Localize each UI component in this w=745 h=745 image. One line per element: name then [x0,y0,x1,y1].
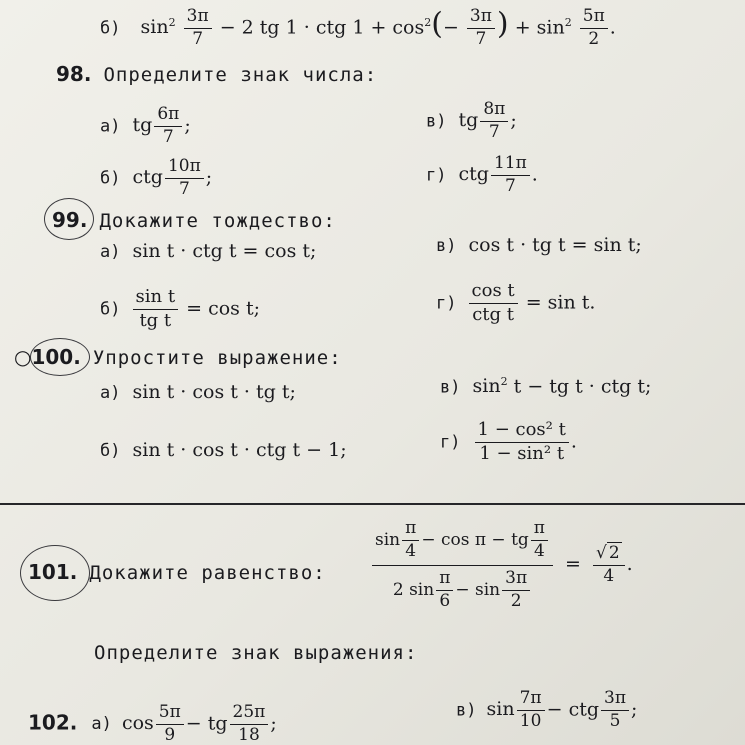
end-punct: . [609,16,616,39]
fraction [580,8,608,49]
task-99-heading [52,210,336,231]
expression: sin t · cos t · ctg t − 1; [132,439,347,461]
numerator: 3π [184,8,212,29]
denominator: 4 [533,540,545,561]
task-title: Докажите равенство: [89,562,326,584]
end-punct: ; [270,712,277,735]
expression: sin [472,375,501,398]
expression: − sin [455,579,501,600]
task-number: 101. [28,560,78,584]
task-100-a [100,383,296,402]
task-101-equation [370,520,633,610]
item-label: б) [100,299,121,320]
task-102-a [28,704,277,745]
expr-part: − 2 tg 1 · ctg 1 + cos [219,16,425,39]
fraction [491,155,530,196]
fraction [502,567,530,611]
numerator: 1 − cos² t [475,421,569,443]
function-name: sin [486,698,515,721]
item-label: г) [436,293,457,314]
denominator: 7 [192,28,204,49]
denominator: 4 [405,540,417,561]
item-label: б) [100,441,121,461]
task-number: 98. [56,62,92,86]
expression: = sin t. [525,291,596,314]
expr-part: + sin [514,16,565,39]
numerator: π [531,520,548,541]
denominator: 7 [475,28,487,49]
task-102-v [456,690,637,731]
circle-marker: ○ [14,345,32,369]
task-title: Упростите выражение: [92,347,342,369]
numerator: cos t [469,282,518,304]
expression: sin t · cos t · tg t; [132,381,296,403]
fraction [467,8,495,49]
expression: sin t · ctg t = cos t; [132,240,317,262]
task-99-v [436,236,642,255]
denominator: tg t [139,309,172,331]
item-label: г) [440,432,461,453]
item-label: в) [436,236,457,256]
end-punct: ; [510,109,517,132]
task-98-g [426,155,538,196]
task-100-v [440,376,651,396]
end-punct: . [570,430,577,453]
fraction [469,282,518,325]
task-100-heading [14,347,342,368]
end-punct: . [626,553,633,576]
denominator: ctg t [472,303,514,325]
paren-close: ) [496,6,509,42]
main-fraction [372,520,553,610]
expression: t − tg t · ctg t; [507,375,652,398]
item-label: в) [456,700,477,721]
item-label: б) [100,168,121,189]
minus: − [442,16,459,39]
fraction [184,8,212,49]
section-title-text: Определите знак выражения: [94,642,418,664]
fraction [601,690,629,731]
item-label: в) [440,377,461,398]
exponent: 2 [424,16,432,30]
denominator: 1 − sin² t [479,442,565,464]
fraction [436,567,453,611]
item-label: а) [100,116,121,137]
expression: = cos t; [186,297,260,320]
expression: − tg [185,712,228,735]
function-name: ctg [132,166,163,189]
fraction [133,288,179,331]
task-number: 102. [28,710,78,735]
numerator: 3π [502,570,530,591]
fraction [480,101,508,142]
task-99-g [436,282,595,325]
equals-sign: = [565,553,581,576]
numerator: 10π [165,158,204,179]
function-name: tg [132,114,153,137]
numerator [372,520,553,566]
numerator: 3π [601,690,629,711]
task-98-heading [56,64,377,85]
end-punct: ; [631,698,638,721]
task-number: 100. [31,345,81,369]
fraction [154,106,182,147]
section-divider [0,503,745,505]
exponent: 2 [564,16,572,30]
end-punct: ; [184,114,191,137]
task-98-b [100,158,212,199]
item-label: г) [426,165,447,186]
numerator: 11π [491,155,530,176]
top-expression [100,8,616,49]
fraction [517,690,545,731]
denominator: 7 [504,175,516,196]
fraction [156,704,184,745]
denominator: 9 [164,724,176,745]
task-98-v [426,101,517,142]
task-100-b [100,441,347,460]
item-label: а) [100,383,121,403]
fraction [230,704,269,745]
paren-open: ( [431,6,443,42]
task-title: Определите знак числа: [103,64,378,86]
fraction [402,520,419,561]
numerator: π [402,520,419,541]
numerator: 5π [580,8,608,29]
item-label: б) [100,18,121,39]
task-101-heading [28,562,326,583]
fraction [531,520,548,561]
expr-part: sin [140,16,169,39]
fraction [593,542,625,586]
function-name: tg [458,109,479,132]
numerator: 6π [154,106,182,127]
numerator: π [436,570,453,591]
numerator: 5π [156,704,184,725]
expression: 2 sin [392,579,435,600]
denominator: 4 [603,565,615,586]
end-punct: ; [205,166,213,189]
task-100-g [440,421,577,464]
sqrt-icon: √ [596,542,607,563]
task-number: 99. [52,208,88,232]
end-punct: . [531,163,538,186]
item-label: а) [91,714,112,735]
item-label: в) [426,111,447,132]
denominator: 7 [162,126,174,147]
numerator [593,542,625,566]
fraction [165,158,204,199]
section-title [94,644,417,663]
numerator: 7π [517,690,545,711]
denominator: 5 [609,710,621,731]
numerator: 3π [467,8,495,29]
denominator: 10 [519,710,542,731]
radicand [607,542,622,563]
numerator: 25π [230,704,269,725]
denominator: 18 [238,724,260,745]
exponent: 2 [500,375,508,388]
numerator: 8π [480,101,508,122]
task-99-a [100,242,316,261]
denominator: 2 [588,28,600,49]
denominator: 7 [488,121,500,142]
function-name: ctg [458,163,489,186]
denominator: 7 [178,178,190,199]
expression: − ctg [546,698,600,721]
expression: sin [375,529,401,550]
task-title: Докажите тождество: [99,210,336,232]
numerator: sin t [133,288,179,310]
exponent: 2 [168,16,176,30]
task-98-a [100,106,191,147]
function-name: cos [121,712,154,735]
denominator: 6 [439,590,451,611]
fraction [475,421,569,464]
expression: cos t · tg t = sin t; [468,234,642,256]
task-99-b [100,288,260,331]
denominator [390,566,535,611]
denominator: 2 [510,590,522,611]
expression: − cos π − tg [421,529,529,550]
item-label: а) [100,242,121,262]
radicand-value: 2 [608,542,620,563]
